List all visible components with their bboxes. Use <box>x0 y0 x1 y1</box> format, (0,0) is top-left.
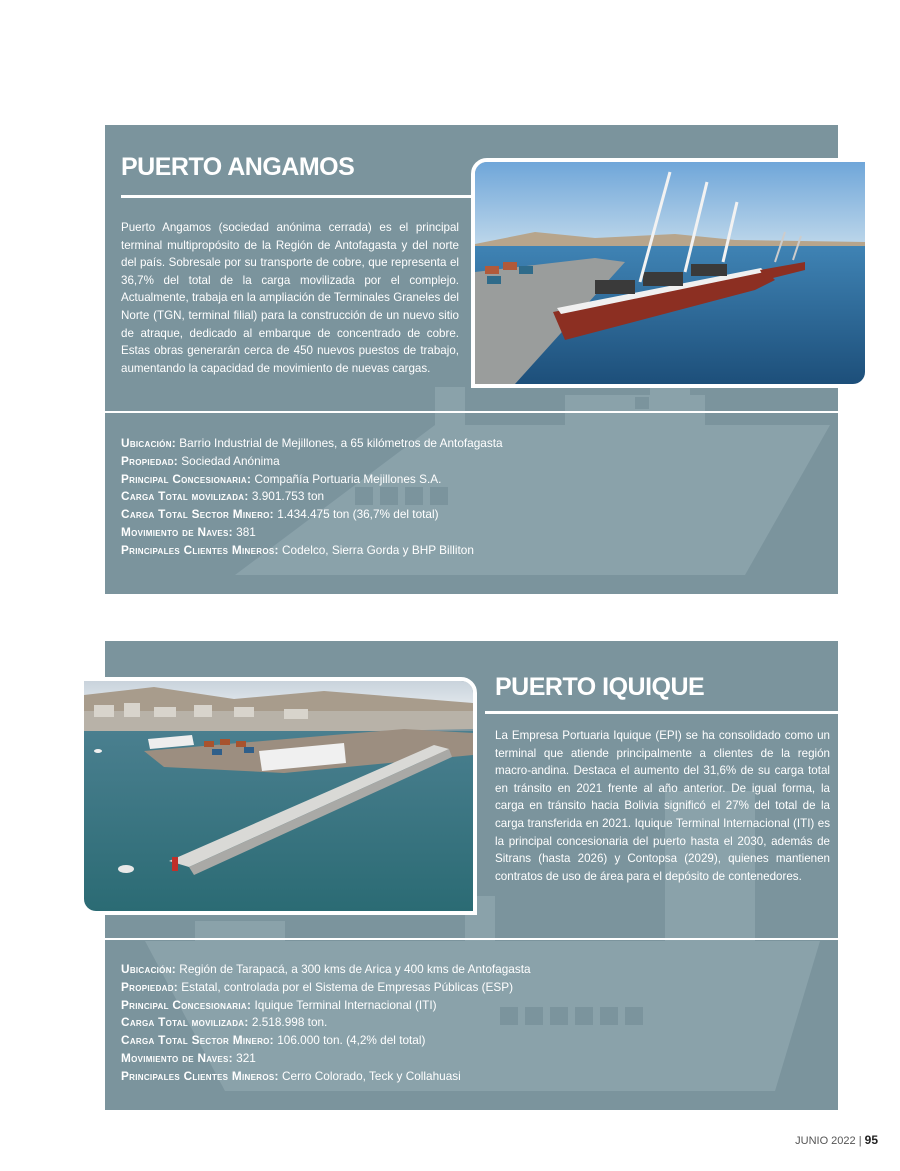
spec-clientes-mineros: Principales Clientes Mineros: Cerro Colorado, Teck y Collahuasi <box>121 1068 461 1083</box>
spec-carga-total: Carga Total movilizada: 2.518.998 ton. <box>121 1015 328 1030</box>
spec-propiedad: Propiedad: Estatal, controlada por el Sistema de Empresas Públicas (ESP) <box>121 979 514 994</box>
section-body-text: La Empresa Portuaria Iquique (EPI) se ha consolidado como un terminal que atiende principalmente a clientes de la región macro-andina. Destaca el aumento del 31,6% de su carga total en tránsito en 2021 frente al año anterior. De igual forma, la carga en tránsito hacia Bolivia significó el 27% del total de la carga transferida en 2021. Iquique Terminal Internacional (ITI) es la principal concesionaria del puerto hasta el 2030, además de Sitrans (hasta 2026) y Contopsa (2029), quienes mantienen contratos de uso de área para el depósito de contenedores. <box>495 729 830 883</box>
port-specs-list <box>121 435 503 560</box>
spec-carga-minera: Carga Total Sector Minero: 1.434.475 ton (36,7% del total) <box>121 507 439 522</box>
spec-carga-minera: Carga Total Sector Minero: 106.000 ton. (4,2% del total) <box>121 1033 426 1048</box>
spec-clientes-mineros: Principales Clientes Mineros: Codelco, Sierra Gorda y BHP Billiton <box>121 542 474 557</box>
spec-propiedad: Propiedad: Sociedad Anónima <box>121 453 280 468</box>
spec-ubicacion: Ubicación: Región de Tarapacá, a 300 kms de Arica y 400 kms de Antofagasta <box>121 962 531 976</box>
spec-movimiento-naves: Movimiento de Naves: 381 <box>121 524 256 539</box>
port-angamos-photo <box>471 158 869 388</box>
title-underline <box>485 711 838 714</box>
spec-concesionaria: Principal Concesionaria: Compañía Portuaria Mejillones S.A. <box>121 471 442 486</box>
section-body-text: Puerto Angamos (sociedad anónima cerrada) es el principal terminal multipropósito de la Región de Antofagasta y del norte del país. Sobresale por su transporte de cobre, que representa el 36,7% del total de la carga movilizada por el complejo. Actualmente, trabaja en la ampliación de Terminales Graneles del Norte (TGN, terminal filial) para la construcción de un nuevo sitio de atraque, dedicado al embarque de concentrado de cobre. Estas obras generarán cerca de 450 nuevos puestos de trabajo, aumentando la capacidad de movimiento de nuevas cargas. <box>121 221 459 375</box>
footer-separator: | <box>855 1135 865 1147</box>
spec-concesionaria: Principal Concesionaria: Iquique Terminal Internacional (ITI) <box>121 997 437 1012</box>
section-title: PUERTO IQUIQUE <box>495 673 705 701</box>
spec-carga-total: Carga Total movilizada: 3.901.753 ton <box>121 489 325 504</box>
section-title: PUERTO ANGAMOS <box>121 153 355 181</box>
port-iquique-photo <box>80 677 477 915</box>
spec-ubicacion: Ubicación: Barrio Industrial de Mejillones, a 65 kilómetros de Antofagasta <box>121 436 503 450</box>
section-divider <box>105 411 838 413</box>
section-divider <box>105 938 838 940</box>
page-footer <box>795 1133 878 1147</box>
port-specs-list <box>121 961 531 1086</box>
title-underline <box>121 195 473 198</box>
page-number: 95 <box>864 1133 878 1147</box>
spec-movimiento-naves: Movimiento de Naves: 321 <box>121 1050 256 1065</box>
issue-date: JUNIO 2022 <box>795 1135 856 1147</box>
